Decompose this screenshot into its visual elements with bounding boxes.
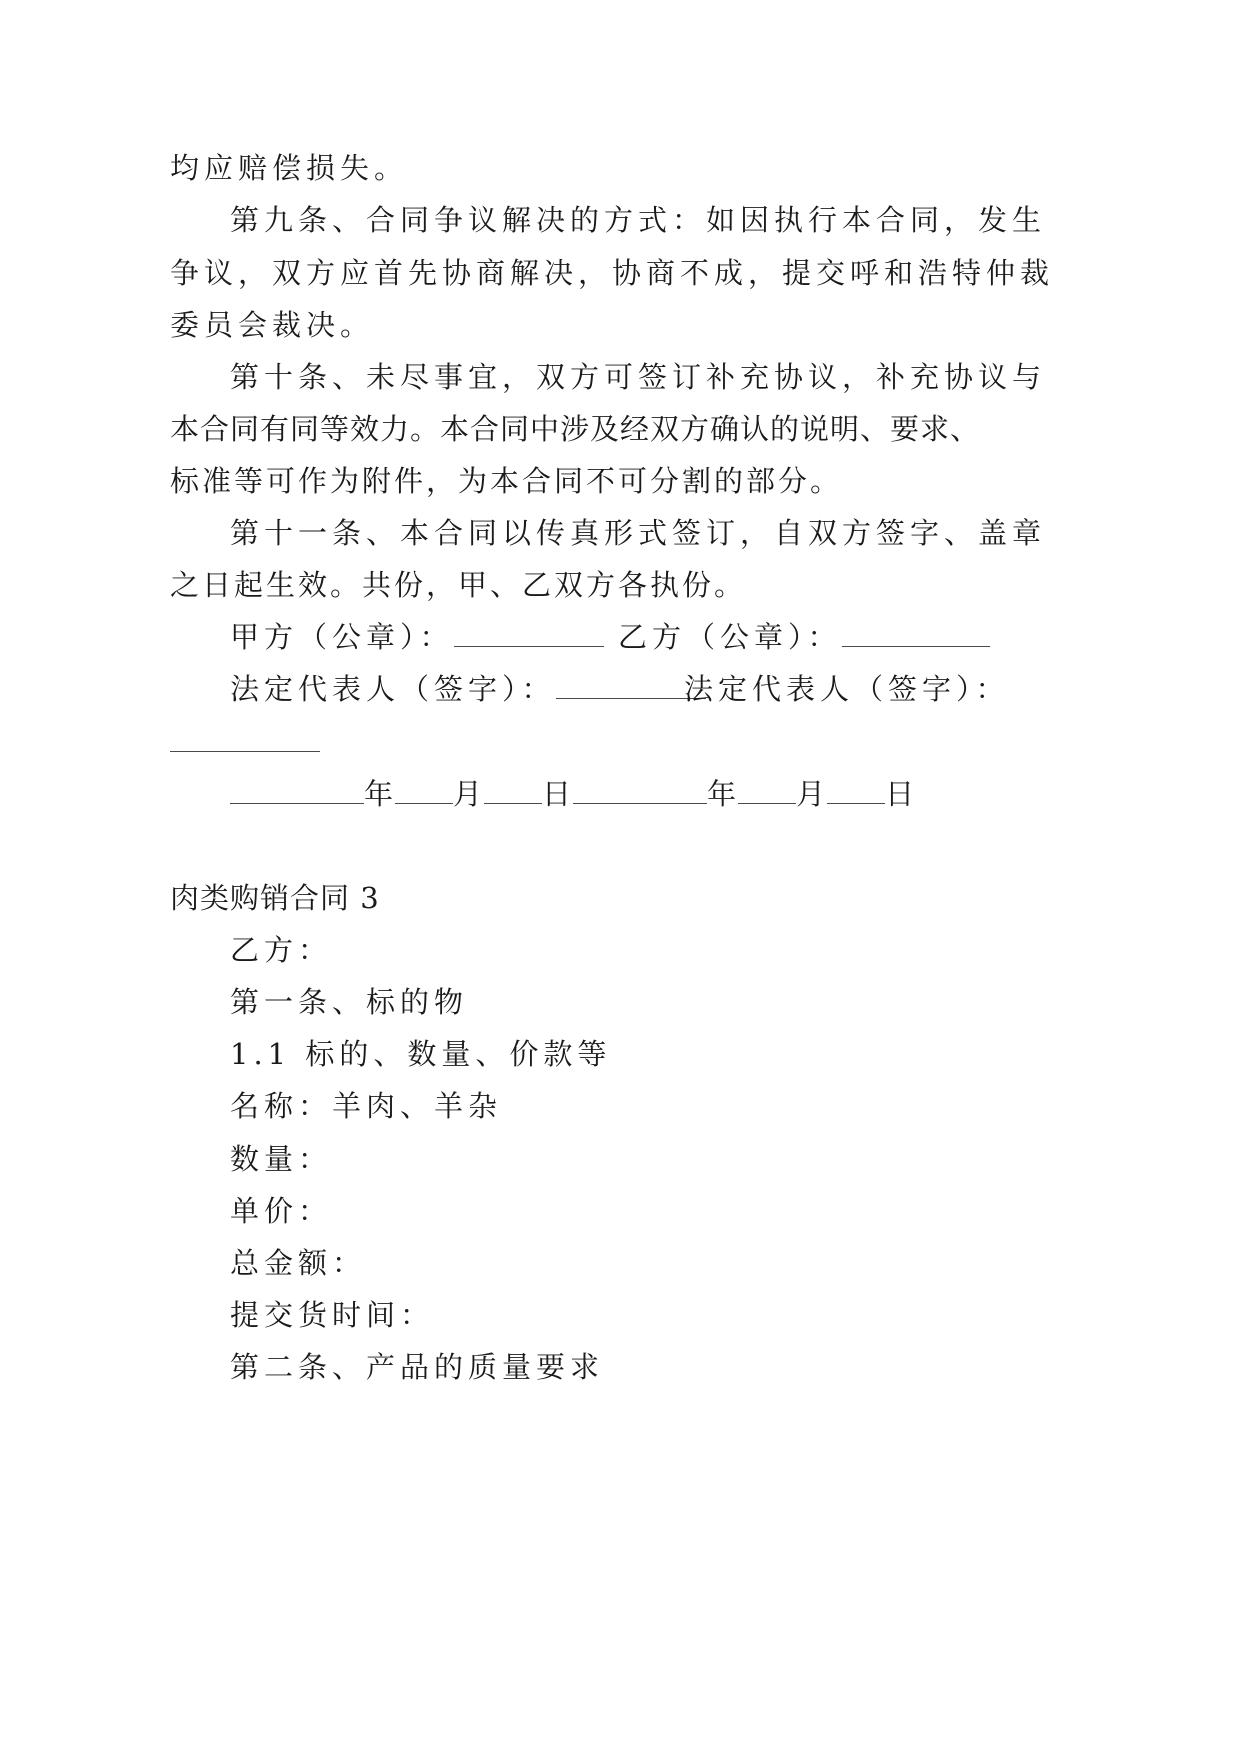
signature-rep-row-b [684, 669, 1010, 709]
day-b-label: 日 [885, 777, 917, 811]
article-11-line-2: 之日起生效。共份，甲、乙双方各执份。 [170, 568, 747, 602]
party-b-seal-blank [842, 624, 990, 647]
signature-seal-row [230, 617, 604, 657]
year-a-blank [230, 781, 364, 804]
article-9-line-3: 委员会裁决。 [170, 308, 375, 342]
date-row [230, 774, 916, 814]
day-b-blank [827, 781, 885, 804]
rep-a-label: 法定代表人（签字）： [230, 672, 556, 706]
contract-3-title: 肉类购销合同 3 [170, 881, 380, 915]
year-b-label: 年 [707, 777, 739, 811]
party-a-seal-label: 甲方（公章）： [230, 620, 454, 654]
contract-3-total: 总金额： [230, 1246, 367, 1280]
contract-3-article-2: 第二条、产品的质量要求 [230, 1350, 605, 1384]
month-a-blank [395, 781, 453, 804]
contract-3-unit-price: 单价： [230, 1194, 333, 1228]
article-10-line-3: 标准等可作为附件，为本合同不可分割的部分。 [170, 464, 843, 498]
article-10-line-1: 第十条、未尽事宜，双方可签订补充协议，补充协议与 [230, 360, 1047, 394]
month-b-label: 月 [796, 777, 828, 811]
signature-seal-row-b [618, 617, 990, 657]
article-9-line-2: 争议，双方应首先协商解决，协商不成，提交呼和浩特仲裁 [170, 256, 1055, 290]
day-a-label: 日 [542, 777, 574, 811]
rep-b-blank [170, 729, 320, 752]
contract-3-name: 名称：羊肉、羊杂 [230, 1089, 503, 1123]
contract-3-quantity: 数量： [230, 1142, 333, 1176]
rep-b-blank-line [170, 722, 320, 762]
party-b-seal-label: 乙方（公章）： [618, 620, 842, 654]
article-9-line-1: 第九条、合同争议解决的方式：如因执行本合同，发生 [230, 203, 1047, 237]
contract-3-delivery-time: 提交货时间： [230, 1298, 435, 1332]
paragraph-line: 均应赔偿损失。 [170, 151, 409, 185]
contract-3-article-1: 第一条、标的物 [230, 985, 469, 1019]
signature-rep-row [230, 669, 706, 709]
year-b-blank [573, 781, 707, 804]
article-11-line-1: 第十一条、本合同以传真形式签订，自双方签字、盖章 [230, 516, 1047, 550]
month-b-blank [738, 781, 796, 804]
contract-3-item-1-1: 1.1 标的、数量、价款等 [230, 1037, 612, 1071]
party-a-seal-blank [454, 624, 604, 647]
month-a-label: 月 [453, 777, 485, 811]
rep-b-label: 法定代表人（签字）： [684, 672, 1010, 706]
contract-3-party-b: 乙方： [230, 933, 333, 967]
day-a-blank [484, 781, 542, 804]
year-a-label: 年 [364, 777, 396, 811]
article-10-line-2: 本合同有同等效力。本合同中涉及经双方确认的说明、要求、 [170, 412, 981, 446]
